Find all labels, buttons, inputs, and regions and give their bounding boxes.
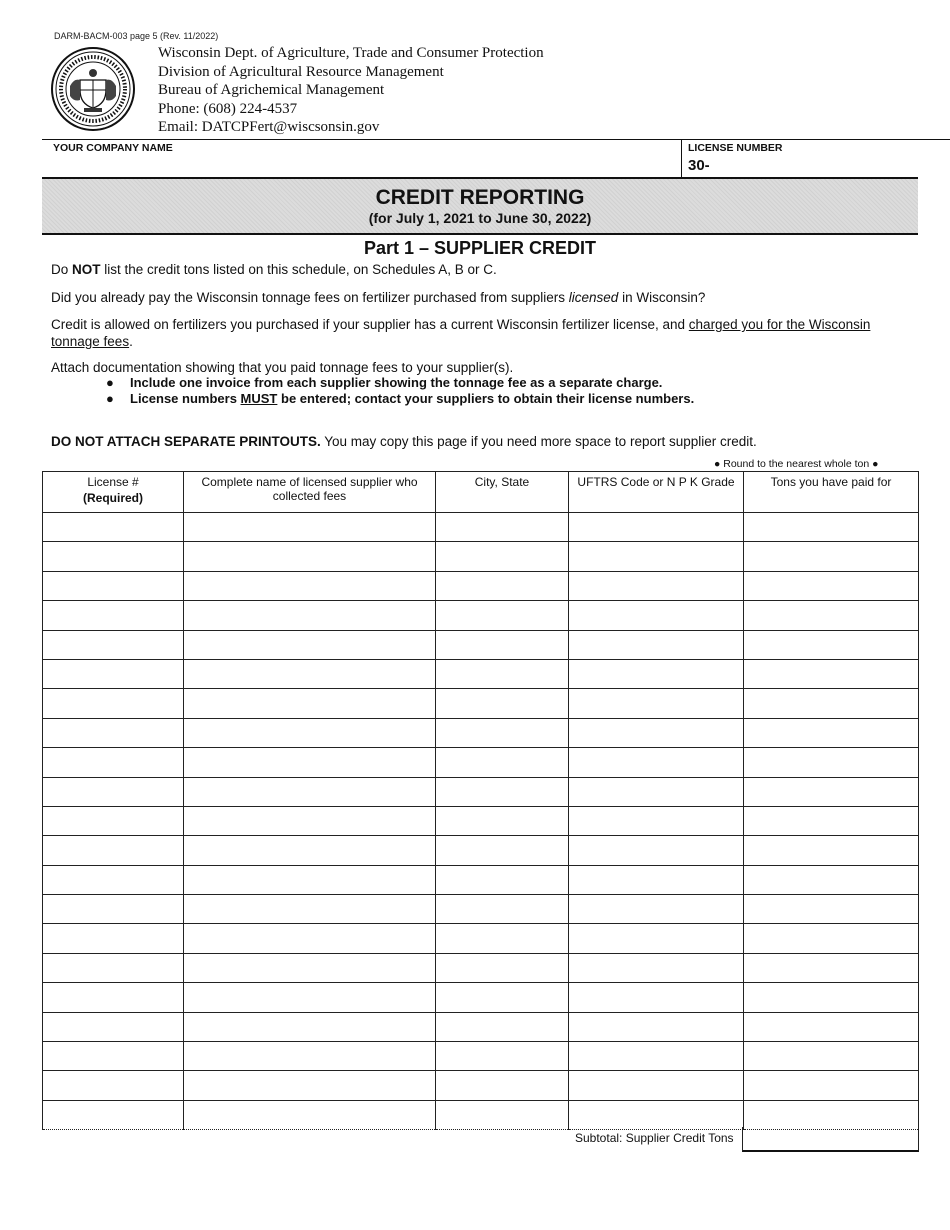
round-note: ● Round to the nearest whole ton ● (714, 458, 879, 470)
wisconsin-datcp-seal-icon (50, 46, 136, 132)
tons-cell[interactable] (744, 748, 919, 777)
text: Did you already pay the Wisconsin tonnage fees on fertilizer purchased from suppliers (51, 290, 569, 305)
city-state-cell[interactable] (436, 689, 569, 718)
supplier-name-cell[interactable] (184, 924, 436, 953)
city-state-cell[interactable] (436, 659, 569, 688)
bullet-text: Include one invoice from each supplier showing the tonnage fee as a separate charge. (130, 375, 663, 390)
table-row (43, 718, 919, 747)
city-state-cell[interactable] (436, 513, 569, 542)
bullet-list (106, 375, 694, 407)
table-row (43, 924, 919, 953)
license-cell[interactable] (43, 1071, 184, 1100)
city-state-cell[interactable] (436, 865, 569, 894)
grade-cell[interactable] (569, 630, 744, 659)
table-row (43, 1071, 919, 1100)
bullet-text: License numbers (130, 391, 241, 406)
supplier-name-cell[interactable] (184, 865, 436, 894)
grade-cell[interactable] (569, 601, 744, 630)
city-state-cell[interactable] (436, 983, 569, 1012)
supplier-name-cell[interactable] (184, 659, 436, 688)
license-cell[interactable] (43, 806, 184, 835)
supplier-name-cell[interactable] (184, 1100, 436, 1129)
agency-line: Wisconsin Dept. of Agriculture, Trade and Consumer Protection (158, 45, 544, 61)
part1-heading: Part 1 – SUPPLIER CREDIT (363, 238, 597, 258)
table-header-row (43, 472, 919, 513)
text: in Wisconsin? (618, 290, 706, 305)
emphasis-not: NOT (72, 262, 101, 277)
supplier-name-cell[interactable] (184, 748, 436, 777)
tons-cell[interactable] (744, 1071, 919, 1100)
supplier-name-cell[interactable] (184, 806, 436, 835)
subtotal-field[interactable] (742, 1127, 919, 1152)
supplier-name-cell[interactable] (184, 571, 436, 600)
license-cell[interactable] (43, 895, 184, 924)
license-cell[interactable] (43, 953, 184, 982)
column-header-tons (744, 472, 919, 513)
table-row (43, 601, 919, 630)
tons-cell[interactable] (744, 571, 919, 600)
supplier-name-cell[interactable] (184, 777, 436, 806)
tons-cell[interactable] (744, 513, 919, 542)
tons-cell[interactable] (744, 630, 919, 659)
emphasis-licensed: licensed (568, 290, 619, 305)
license-field-divider (681, 139, 682, 177)
instruction-question (51, 289, 911, 306)
supplier-name-cell[interactable] (184, 1071, 436, 1100)
tons-cell[interactable] (744, 953, 919, 982)
tons-cell[interactable] (744, 777, 919, 806)
instruction-credit-allowed (51, 316, 911, 350)
tons-cell[interactable] (744, 983, 919, 1012)
license-cell[interactable] (43, 748, 184, 777)
tons-cell[interactable] (744, 924, 919, 953)
supplier-name-cell[interactable] (184, 542, 436, 571)
header-divider (42, 139, 950, 140)
grade-cell[interactable] (569, 718, 744, 747)
city-state-cell[interactable] (436, 1100, 569, 1129)
city-state-cell[interactable] (436, 718, 569, 747)
company-name-label: YOUR COMPANY NAME (53, 142, 173, 154)
grade-cell[interactable] (569, 659, 744, 688)
table-row (43, 689, 919, 718)
license-number-label: LICENSE NUMBER (688, 142, 783, 154)
grade-cell[interactable] (569, 1012, 744, 1041)
supplier-name-cell[interactable] (184, 718, 436, 747)
grade-cell[interactable] (569, 777, 744, 806)
supplier-name-cell[interactable] (184, 630, 436, 659)
bullet-icon: ● (106, 391, 114, 406)
grade-cell[interactable] (569, 513, 744, 542)
table-row (43, 748, 919, 777)
city-state-cell[interactable] (436, 542, 569, 571)
column-header-license (43, 472, 184, 513)
license-cell[interactable] (43, 1042, 184, 1071)
agency-line: Bureau of Agrichemical Management (158, 82, 385, 98)
instruction-attach-docs: Attach documentation showing that you paid tonnage fees to your supplier(s). (51, 360, 514, 375)
tons-cell[interactable] (744, 689, 919, 718)
column-header-grade (569, 472, 744, 513)
city-state-cell[interactable] (436, 895, 569, 924)
city-state-cell[interactable] (436, 1012, 569, 1041)
supplier-name-cell[interactable] (184, 689, 436, 718)
table-row (43, 777, 919, 806)
table-row (43, 630, 919, 659)
supplier-name-cell[interactable] (184, 895, 436, 924)
emphasis-no-printouts: DO NOT ATTACH SEPARATE PRINTOUTS. (51, 434, 321, 449)
table-row (43, 895, 919, 924)
license-cell[interactable] (43, 689, 184, 718)
table-row (43, 571, 919, 600)
grade-cell[interactable] (569, 571, 744, 600)
city-state-cell[interactable] (436, 571, 569, 600)
city-state-cell[interactable] (436, 836, 569, 865)
tons-cell[interactable] (744, 659, 919, 688)
tons-cell[interactable] (744, 542, 919, 571)
emphasis-must: MUST (240, 391, 278, 406)
grade-cell[interactable] (569, 689, 744, 718)
table-row (43, 1100, 919, 1129)
supplier-name-cell[interactable] (184, 836, 436, 865)
tons-cell[interactable] (744, 601, 919, 630)
grade-cell[interactable] (569, 836, 744, 865)
text: You may copy this page if you need more space to report supplier credit. (320, 434, 757, 449)
header-text: Complete name of licensed supplier who collected fees (201, 475, 418, 503)
license-cell[interactable] (43, 836, 184, 865)
tons-cell[interactable] (744, 865, 919, 894)
supplier-name-cell[interactable] (184, 513, 436, 542)
subtotal-label: Subtotal: Supplier Credit Tons (575, 1131, 734, 1145)
tons-cell[interactable] (744, 1012, 919, 1041)
reporting-period: (for July 1, 2021 to June 30, 2022) (368, 210, 592, 226)
grade-cell[interactable] (569, 1100, 744, 1129)
page-title: CREDIT REPORTING (375, 186, 585, 209)
header-text: City, State (474, 475, 530, 489)
bullet-icon: ● (106, 375, 114, 390)
supplier-name-cell[interactable] (184, 601, 436, 630)
tons-cell[interactable] (744, 806, 919, 835)
city-state-cell[interactable] (436, 630, 569, 659)
license-cell[interactable] (43, 924, 184, 953)
license-cell[interactable] (43, 1100, 184, 1129)
license-cell[interactable] (43, 983, 184, 1012)
table-row (43, 1042, 919, 1071)
table-row (43, 806, 919, 835)
tons-cell[interactable] (744, 895, 919, 924)
column-header-supplier-name (184, 472, 436, 513)
agency-line: Division of Agricultural Resource Management (158, 63, 444, 80)
table-row (43, 542, 919, 571)
grade-cell[interactable] (569, 1071, 744, 1100)
city-state-cell[interactable] (436, 601, 569, 630)
underlined-text: charged you for the Wisconsin tonnage fees (51, 317, 871, 349)
bullet-text: be entered; contact your suppliers to obtain their license numbers. (277, 391, 695, 406)
license-cell[interactable] (43, 1012, 184, 1041)
agency-address-block (158, 44, 544, 137)
license-cell[interactable] (43, 777, 184, 806)
grade-cell[interactable] (569, 895, 744, 924)
grade-cell[interactable] (569, 924, 744, 953)
city-state-cell[interactable] (436, 748, 569, 777)
supplier-name-cell[interactable] (184, 1042, 436, 1071)
license-cell[interactable] (43, 571, 184, 600)
license-cell[interactable] (43, 630, 184, 659)
city-state-cell[interactable] (436, 806, 569, 835)
text: Do (51, 262, 73, 277)
company-name-field[interactable] (53, 155, 673, 175)
tons-cell[interactable] (744, 1100, 919, 1129)
table-row (43, 983, 919, 1012)
city-state-cell[interactable] (436, 1042, 569, 1071)
table-row (43, 836, 919, 865)
supplier-credit-table (42, 471, 919, 1130)
grade-cell[interactable] (569, 1042, 744, 1071)
text: . (129, 334, 133, 349)
table-row (43, 513, 919, 542)
header-text: Tons you have paid for (770, 475, 892, 489)
tons-cell[interactable] (744, 836, 919, 865)
tons-cell[interactable] (744, 1042, 919, 1071)
required-note: (Required) (83, 491, 143, 505)
form-id: DARM-BACM-003 page 5 (Rev. 11/2022) (54, 31, 219, 41)
agency-line: Email: DATCPFert@wiscsonsin.gov (158, 119, 380, 135)
grade-cell[interactable] (569, 806, 744, 835)
tons-cell[interactable] (744, 718, 919, 747)
grade-cell[interactable] (569, 748, 744, 777)
credit-reporting-banner (42, 177, 918, 235)
table-row (43, 865, 919, 894)
text: Credit is allowed on fertilizers you purchased if your supplier has a current Wisconsin fertilizer license, and (51, 317, 689, 332)
header-text: UFTRS Code or N P K Grade (577, 475, 735, 489)
instruction-not-list (51, 261, 911, 278)
license-number-field[interactable]: 30- (688, 157, 710, 174)
instruction-no-printouts (51, 433, 911, 450)
grade-cell[interactable] (569, 983, 744, 1012)
column-header-city-state (436, 472, 569, 513)
table-row (43, 1012, 919, 1041)
header-text: License # (87, 475, 139, 489)
supplier-name-cell[interactable] (184, 953, 436, 982)
grade-cell[interactable] (569, 865, 744, 894)
text: list the credit tons listed on this schedule, on Schedules A, B or C. (100, 262, 497, 277)
bullet-item (106, 375, 694, 391)
table-row (43, 659, 919, 688)
license-cell[interactable] (43, 601, 184, 630)
supplier-name-cell[interactable] (184, 1012, 436, 1041)
license-cell[interactable] (43, 542, 184, 571)
grade-cell[interactable] (569, 953, 744, 982)
license-cell[interactable] (43, 513, 184, 542)
grade-cell[interactable] (569, 542, 744, 571)
city-state-cell[interactable] (436, 1071, 569, 1100)
city-state-cell[interactable] (436, 953, 569, 982)
city-state-cell[interactable] (436, 777, 569, 806)
license-cell[interactable] (43, 718, 184, 747)
city-state-cell[interactable] (436, 924, 569, 953)
agency-line: Phone: (608) 224-4537 (158, 100, 298, 117)
bullet-item (106, 391, 694, 407)
table-row (43, 953, 919, 982)
license-cell[interactable] (43, 659, 184, 688)
supplier-name-cell[interactable] (184, 983, 436, 1012)
license-cell[interactable] (43, 865, 184, 894)
